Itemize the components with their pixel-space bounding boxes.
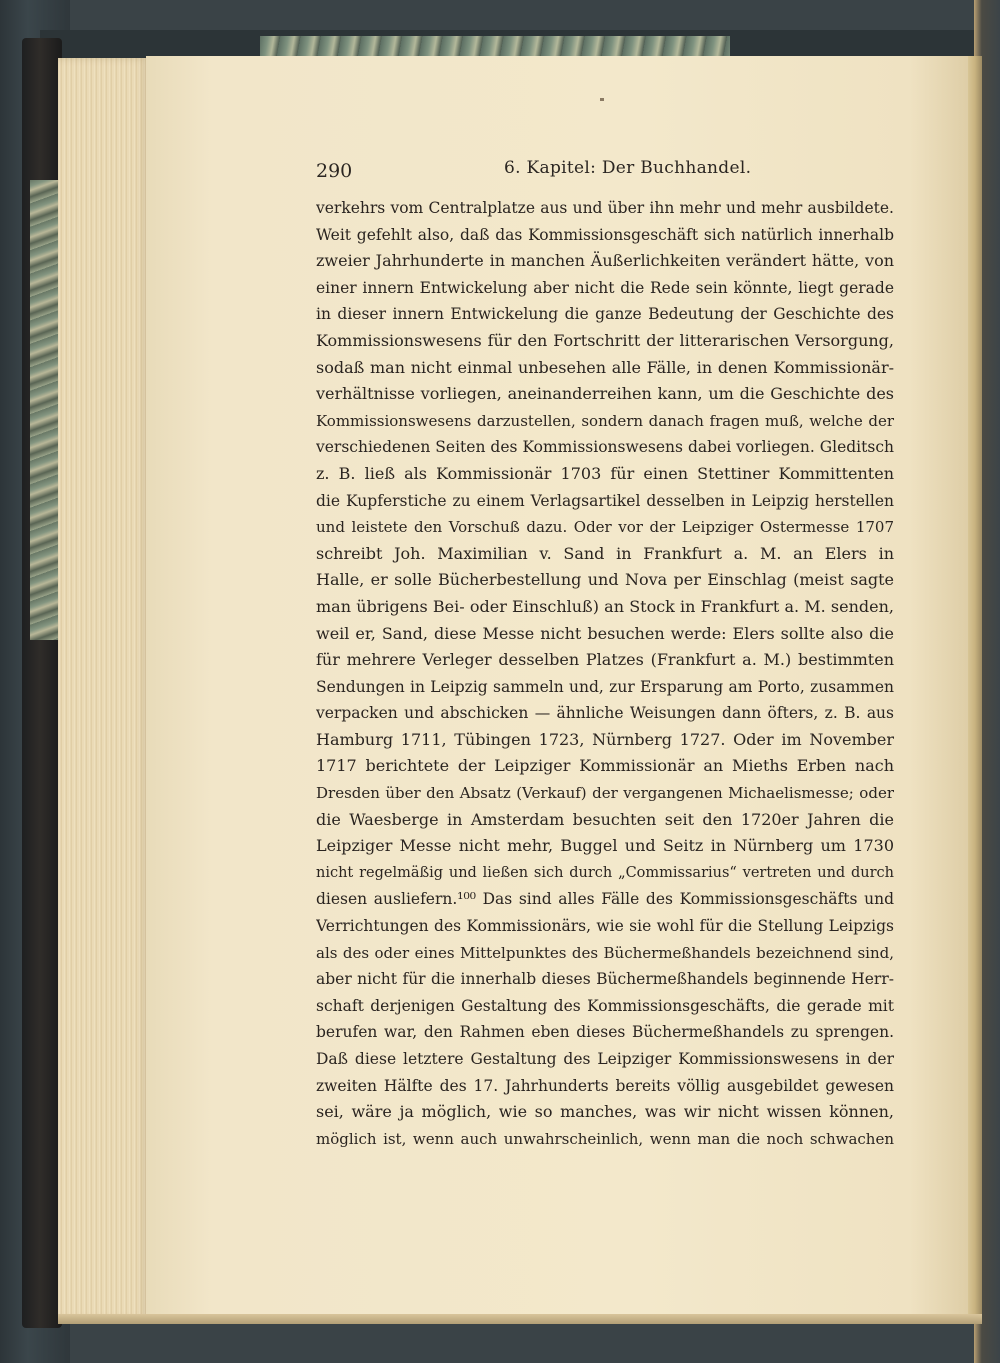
text-line: Dresden über den Absatz (Verkauf) der vergangenen Michaelismesse; oder [316, 784, 894, 803]
text-line: zweiten Hälfte des 17. Jahrhunderts bereits völlig ausgebildet gewesen [316, 1076, 894, 1095]
text-line: berufen war, den Rahmen eben dieses Büchermeßhandels zu sprengen. [316, 1023, 894, 1042]
running-head: 6. Kapitel: Der Buchhandel. [504, 158, 752, 178]
text-line: verkehrs vom Centralplatze aus und über ihn mehr und mehr ausbildete. [316, 199, 894, 217]
text-line: 1717 berichtete der Leipziger Kommissionär an Mieths Erben nach [316, 756, 894, 776]
page-header [316, 156, 896, 186]
text-line: einer innern Entwickelung aber nicht die Rede sein könnte, liegt gerade [316, 278, 894, 297]
text-line: schreibt Joh. Maximilian v. Sand in Frankfurt a. M. an Elers in [316, 543, 894, 563]
page-right-edge [968, 56, 982, 1318]
text-line: Weit gefehlt also, daß das Kommissionsgeschäft sich natürlich innerhalb [316, 225, 894, 244]
text-line: Halle, er solle Bücherbestellung und Nova per Einschlag (meist sagte [316, 570, 894, 590]
text-line: sodaß man nicht einmal unbesehen alle Fälle, in denen Kommissionär- [316, 357, 894, 377]
text-line: man übrigens Bei- oder Einschluß) an Stock in Frankfurt a. M. senden, [316, 596, 894, 616]
text-line: die Waesberge in Amsterdam besuchten seit den 1720er Jahren die [316, 809, 894, 829]
text-line: z. B. ließ als Kommissionär 1703 für einen Stettiner Kommittenten [316, 463, 894, 483]
text-line: sei, wäre ja möglich, wie so manches, was wir nicht wissen können, [316, 1102, 894, 1122]
paper-speck [600, 98, 604, 101]
text-line: aber nicht für die innerhalb dieses Büchermeßhandels beginnende Herr- [316, 970, 894, 989]
text-line: Kommissionswesens darzustellen, sondern danach fragen muß, welche der [316, 411, 894, 430]
text-line: die Kupferstiche zu einem Verlagsartikel desselben in Leipzig herstellen [316, 491, 894, 510]
text-line: schaft derjenigen Gestaltung des Kommissionsgeschäfts, die gerade mit [316, 996, 894, 1015]
text-line: möglich ist, wenn auch unwahrscheinlich, wenn man die noch schwachen [316, 1129, 894, 1148]
text-line: Daß diese letztere Gestaltung des Leipziger Kommissionswesens in der [316, 1050, 894, 1068]
text-line: weil er, Sand, diese Messe nicht besuchen werde: Elers sollte also die [316, 623, 894, 643]
text-line: Verrichtungen des Kommissionärs, wie sie wohl für die Stellung Leipzigs [316, 917, 894, 936]
marbled-endpaper-left [30, 180, 58, 640]
text-line: Leipziger Messe nicht mehr, Buggel und Seitz in Nürnberg um 1730 [316, 836, 894, 856]
page-bottom-edge [58, 1314, 982, 1324]
text-line: Sendungen in Leipzig sammeln und, zur Ersparung am Porto, zusammen [316, 677, 894, 696]
text-line: verpacken und abschicken — ähnliche Weisungen dann öfters, z. B. aus [316, 704, 894, 723]
page-number: 290 [316, 160, 353, 182]
text-line: diesen ausliefern.¹⁰⁰ Das sind alles Fälle des Kommissionsgeschäfts und [316, 890, 894, 909]
text-line: verschiedenen Seiten des Kommissionswesens dabei vorliegen. Gleditsch [316, 438, 894, 457]
text-line: nicht regelmäßig und ließen sich durch „Commissarius“ vertreten und durch [316, 864, 894, 881]
text-line: Hamburg 1711, Tübingen 1723, Nürnberg 1727. Oder im November [316, 729, 894, 749]
text-line: und leistete den Vorschuß dazu. Oder vor der Leipziger Ostermesse 1707 [316, 518, 894, 537]
text-line: zweier Jahrhunderte in manchen Äußerlichkeiten verändert hätte, von [316, 251, 894, 271]
text-line: als des oder eines Mittelpunktes des Büchermeßhandels bezeichnend sind, [316, 943, 894, 962]
text-line: für mehrere Verleger desselben Platzes (Frankfurt a. M.) bestimmten [316, 650, 894, 670]
text-line: Kommissionswesens für den Fortschritt der litterarischen Versorgung, [316, 330, 894, 350]
text-line: in dieser innern Entwickelung die ganze Bedeutung der Geschichte des [316, 305, 894, 324]
text-line: verhältnisse vorliegen, aneinanderreihen kann, um die Geschichte des [316, 384, 894, 404]
body-text [316, 195, 894, 1152]
page-stack-edge [58, 58, 150, 1320]
